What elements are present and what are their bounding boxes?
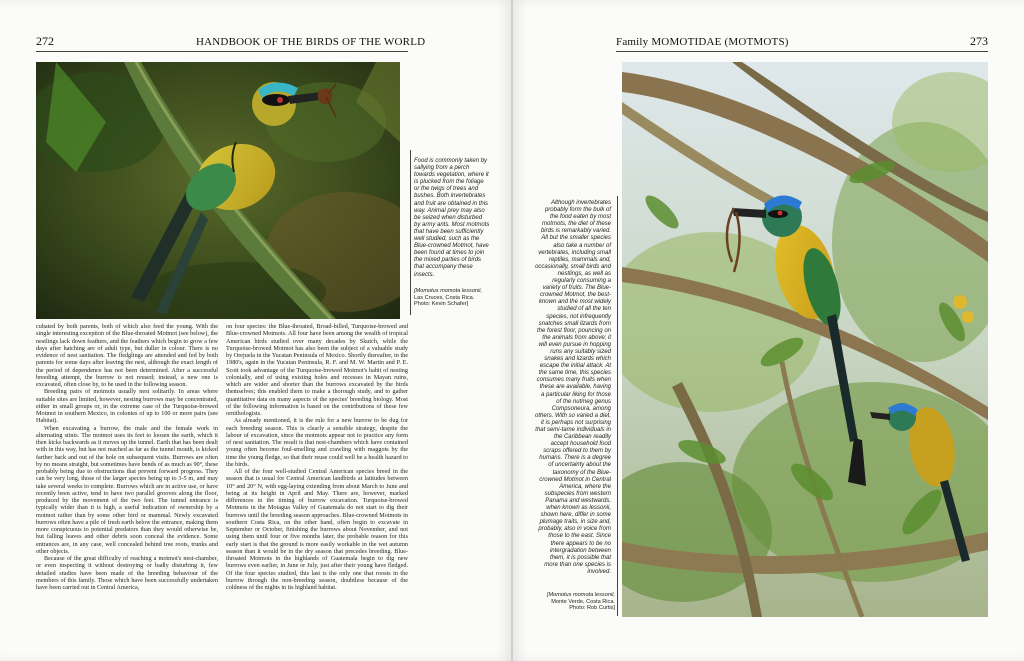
body-column-2: [226, 323, 408, 619]
photo-caption-left: Food is commonly taken by sallying from a perch towards vegetation, where it is plucked from the foliage or the twigs of trees and bushes. Both invertebrates and fruit are obtained in this way. Animal prey may also be seized when disturbed by army ants. Most motmots that have been sufficiently well studied, such as the Blue-crowned Motmot, have been found at times to join the mixed parties of birds that accompany these insects.: [414, 158, 490, 278]
page-number-right: 273: [970, 34, 988, 48]
paragraph: cubated by both parents, both of which also feed the young. With the single interesting exception of the Blue-throated Motmot (see below), the nestlings lack down feathers, and the feathers which begin to grow a few days after hatching are of adult type, but duller in colour. There is no evidence of nest sanitation. The fledglings are attended and fed by both parents for some days after leaving the nest, although the exact length of the period of dependence has not been determined. After a successful breeding attempt, the burrow is not reused; instead, a new one is excavated, often close by, to be used in the following season.: [36, 323, 218, 388]
credit-place: Las Cruces, Costa Rica.: [414, 294, 475, 301]
left-page: [0, 0, 511, 661]
credit-photographer: Photo: Kevin Schafer]: [414, 301, 469, 308]
body-column-1: [36, 323, 218, 619]
credit-species: [Momotus momota lessonii,: [546, 592, 615, 598]
credit-place: Monte Verde, Costa Rica.: [551, 598, 615, 605]
motmot-photo-right: [622, 62, 988, 617]
page-number-left: 272: [36, 34, 54, 48]
right-page: [513, 0, 1024, 661]
caption-rule-right: [617, 196, 618, 616]
running-head-right: Family MOMOTIDAE (MOTMOTS): [616, 36, 789, 48]
paragraph: Breeding pairs of motmots usually nest solitarily. In areas where suitable sites are limited, however, nesting burrows may be concentrated, either in small groups or, in the extreme case of the Turquoise-browed Motmot in southern Mexico, in colonies of up to 100 or more pairs (see Habitat).: [36, 388, 218, 425]
running-head-left: HANDBOOK OF THE BIRDS OF THE WORLD: [196, 36, 426, 48]
motmot-photo-left: [36, 62, 400, 319]
paragraph: As already mentioned, it is the rule for a new burrow to be dug for each breeding season. This is clearly a sensible strategy, despite the labour of excavation, since the motmots appear not to practice any form of nest sanitation. The result is that nest-chambers which have contained young often become foul-smelling and crawling with maggots by the time the young fledge, so that their reuse could well be a health hazard to the birds.: [226, 417, 408, 468]
photo-credit-left: [414, 288, 494, 308]
paragraph: Because of the great difficulty of reaching a motmot's nest-chamber, or even inspecting it without destroying or badly disturbing it, few detailed studies have been made of the breeding behaviour of the members of this family. Those which have been successfully undertaken have been carried out in Central America,: [36, 555, 218, 591]
photo-credit-right: [539, 592, 615, 612]
header-rule-right: [616, 51, 988, 52]
credit-species: [Momotus momota lessonii,: [414, 288, 483, 294]
paragraph: All of the four well-studied Central American species breed in the season that is usual for Central American landbirds at latitudes between 10° and 20° N, with egg-laying extending from about March to June and being at its height in April and May. There are, however, marked differences in the timing of burrow excavation. Turquoise-browed Motmots in the Motagua Valley of Guatemala do not start to dig their burrows until the breeding season approaches. Blue-crowned Motmots in southern Costa Rica, on the other hand, often begin to excavate in September or October, finishing the burrows about November, and not using them until four or five months later, the probable reason for this early start is that the ground is more easily workable in the wet autumn season than it would be in the dry season that precedes breeding. Blue-throated Motmots in the highlands of Guatemala begin to dig new burrows even earlier, in June or July, just after their young have fledged. Of the four species studied, this last is the only one that roosts in the burrow through the non-breeding season, doubtless because of the coldness of the nights in its highland habitat.: [226, 468, 408, 591]
header-rule-left: [36, 51, 408, 52]
paragraph: When excavating a burrow, the male and the female work in alternating stints. The motmot uses its feet to loosen the earth, which it then kicks backwards as it moves up the tunnel. Earth that has been dealt with in this way, but has not reached as far as the tunnel mouth, is kicked farther back and out of the hole on subsequent visits. Burrows are often by no means straight, but sometimes have bends of as much as 90°, these probably being due to obstructions that prevent forward progress. They can be very long, those of the larger species being up to 3-5 m, and may take several weeks to complete. Burrows which are in active use, or have recently been active, tend to have two parallel grooves along the floor, produced by the movement of the two feet. The tunnel entrance is typically wider than it is high, a useful indication of ownership by a motmot rather than by some other bird or mammal. Newly excavated burrows often have a pile of fresh earth below the entrance, making them more conspicuous to potential predators than they would otherwise be, but falling leaves and other debris soon conceal the evidence. Some entrances are, in any case, well concealed behind tree roots, trunks and other objects.: [36, 424, 218, 555]
credit-photographer: Photo: Rob Curtis]: [569, 605, 615, 612]
photo-caption-right: Although invertebrates probably form the bulk of the food eaten by most motmots, the diet of these birds is remarkably varied. All but the smaller species also take a number of vertebrates, including small reptiles, mammals and, occasionally, small birds and nestlings, as well as regularly consuming a variety of fruits. The Blue-crowned Motmot, the best-known and the most widely studied of all the ten species, not infrequently snatches small lizards from the forest floor, pouncing on the animals from above; it will even pursue in hopping runs any suitably sized snakes and lizards which escape the initial attack. At the same time, this species consumes many fruits when these are available, having a particular liking for those of the nutmeg genus Compsoneura, among others. With so varied a diet, it is perhaps not surprising that semi-tame individuals in the Caribbean readily accept household food scraps offered to them by humans. There is a degree of uncertainty about the taxonomy of the Blue-crowned Motmot in Central America, where the subspecies from western Panama and westwards, when known as lessonii, shown here, differ in some plumage traits, in size and, probably, also in voice from those to the east. Since there appears to be no intergradation between them, it is possible that more than one species is involved.: [535, 200, 611, 575]
paragraph: on four species: the Blue-throated, Broad-billed, Turquoise-browed and Blue-crowned Motmots. All four have been among the wealth of tropical American birds studied over many decades by Skutch, while the Turquoise-browed Motmot has also been the subject of a valuable study by Orejuela in the Yucatan Peninsula of Mexico. Shortly thereafter, in the 1980's, again in the Yucatan Peninsula, R. F. and M. W. Martin and P. E. Scott took advantage of the Turquoise-browed Motmot's habit of nesting colonially, and of using existing holes and recesses in Mayan ruins, which are wider and shorter than the burrows excavated by the birds themselves; this enabled them to make a thorough study, and to gather quantitative data on many aspects of the species' breeding biology. Most of the following information is based on the contributions of these few ornithologists.: [226, 323, 408, 417]
caption-rule-left: [410, 150, 411, 315]
